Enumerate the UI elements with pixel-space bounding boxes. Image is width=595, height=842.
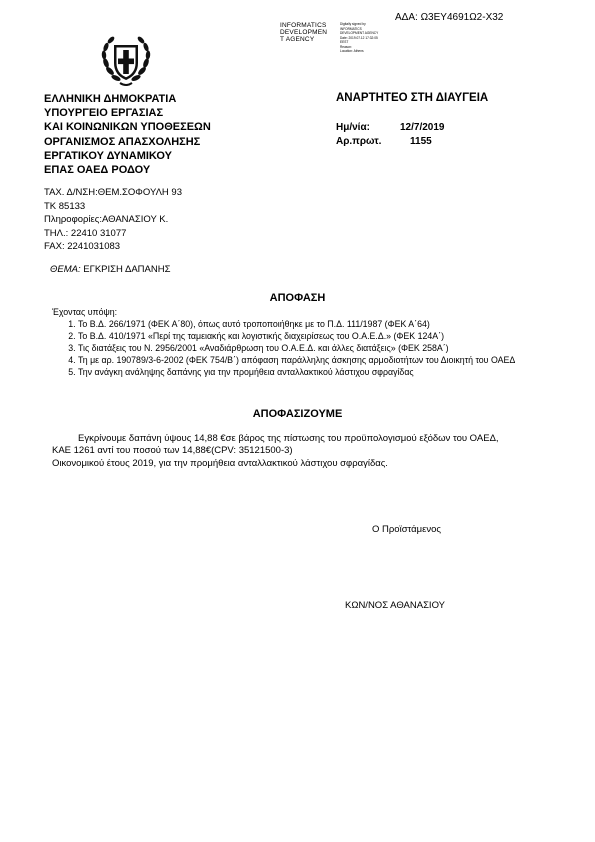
signature-detail: Digitally signed by — [340, 22, 366, 26]
protocol-value: 1155 — [410, 136, 432, 147]
signature-detail: INFORMATICS — [340, 26, 362, 31]
org-line: ΚΑΙ ΚΟΙΝΩΝΙΚΩΝ ΥΠΟΘΕΣΕΩΝ — [44, 121, 211, 134]
signature-line: T AGENCY — [280, 36, 315, 43]
subject-line — [50, 264, 170, 275]
date-label: Ημ/νία: — [336, 122, 370, 133]
signature-detail: Date: 2019.07.12 17:32:05 — [340, 35, 378, 40]
signature-line: DEVELOPMEN — [280, 29, 328, 36]
decision-body — [52, 433, 547, 470]
address-line: Πληροφορίες:ΑΘΑΝΑΣΙΟΥ Κ. — [44, 214, 169, 226]
signature-detail: EEST — [340, 40, 349, 44]
org-line: ΥΠΟΥΡΓΕΙΟ ΕΡΓΑΣΙΑΣ — [44, 107, 164, 120]
list-item: 1. Το Β.Δ. 266/1971 (ΦΕΚ Α΄80), όπως αυτό τροποποιήθηκε με το Π.Δ. 111/1987 (ΦΕΚ Α΄64) — [78, 318, 558, 330]
address-line: FAX: 2241031083 — [44, 241, 121, 253]
signature-detail: Reason: — [340, 44, 352, 49]
decision-title: ΑΠΟΦΑΣΗ — [269, 292, 326, 304]
considering-intro: Έχοντας υπόψη: — [52, 307, 118, 317]
document-meta — [336, 121, 445, 149]
address-block — [44, 186, 182, 254]
greek-coat-of-arms-icon — [98, 33, 154, 89]
signature-detail: DEVELOPMENT AGENCY — [340, 31, 379, 35]
organization-header — [44, 92, 211, 177]
date-value: 12/7/2019 — [400, 122, 445, 133]
protocol-label: Αρ.πρωτ. — [336, 136, 382, 147]
decide-title: ΑΠΟΦΑΣΙΖΟΥΜΕ — [252, 408, 343, 420]
list-item: 4. Τη με αρ. 190789/3-6-2002 (ΦΕΚ 754/Β΄) απόφαση παράλληλης άσκησης αρμοδιοτήτων του Διοικητή του ΟΑΕΔ — [78, 354, 558, 366]
ada-number: ΑΔΑ: Ω3ΕΥ4691Ω2-Χ32 — [395, 12, 504, 23]
subject-label: ΘΕΜΑ: — [50, 264, 81, 275]
posting-note: ΑΝΑΡΤΗΤΕΟ ΣΤΗ ΔΙΑΥΓΕΙΑ — [336, 92, 489, 104]
signatory-name: ΚΩΝ/ΝΟΣ ΑΘΑΝΑΣΙΟΥ — [345, 600, 445, 611]
digital-signature-stamp — [280, 22, 390, 53]
signature-detail: Location: Athens — [340, 49, 364, 53]
list-item: 3. Τις διατάξεις του Ν. 2956/2001 «Αναδιάρθρωση του Ο.Α.Ε.Δ. και άλλες διατάξεις» (ΦΕΚ 258Α΄) — [78, 342, 558, 354]
body-line: Οικονομικού έτους 2019, για την προμήθεια ανταλλακτικού λάστιχου σφραγίδας. — [52, 457, 388, 469]
body-line: Εγκρίνουμε δαπάνη ύψους 14,88 €σε βάρος της πίστωσης του προϋπολογισμού εξόδων του ΟΑΕΔ, — [78, 433, 499, 444]
signatory-title: Ο Προϊστάμενος — [372, 524, 441, 535]
org-line: ΕΡΓΑΤΙΚΟΥ ΔΥΝΑΜΙΚΟΥ — [44, 149, 172, 162]
subject-value: ΕΓΚΡΙΣΗ ΔΑΠΑΝΗΣ — [83, 264, 171, 275]
org-line: ΟΡΓΑΝΙΣΜΟΣ ΑΠΑΣΧΟΛΗΣΗΣ — [44, 135, 201, 148]
list-item: 2. Το Β.Δ. 410/1971 «Περί της ταμειακής και λογιστικής διαχειρίσεως του Ο.Α.Ε.Δ.» (ΦΕΚ 124Α΄) — [78, 330, 558, 342]
considerations-list — [52, 318, 558, 378]
signature-line: INFORMATICS — [280, 22, 327, 29]
address-line: ΤΚ 85133 — [44, 200, 86, 212]
address-line: ΤΗΛ.: 22410 31077 — [44, 227, 127, 239]
org-line: ΕΛΛΗΝΙΚΗ ΔΗΜΟΚΡΑΤΙΑ — [44, 93, 177, 105]
org-line: ΕΠΑΣ ΟΑΕΔ ΡΟΔΟΥ — [44, 164, 151, 177]
address-line: ΤΑΧ. Δ/ΝΣΗ:ΘΕΜ.ΣΟΦΟΥΛΗ 93 — [44, 187, 182, 198]
body-line: ΚΑΕ 1261 αντί του ποσού των 14,88€(CPV: 35121500-3) — [52, 445, 293, 457]
list-item: 5. Την ανάγκη ανάληψης δαπάνης για την προμήθεια ανταλλακτικού λάστιχου σφραγίδας — [78, 366, 558, 378]
